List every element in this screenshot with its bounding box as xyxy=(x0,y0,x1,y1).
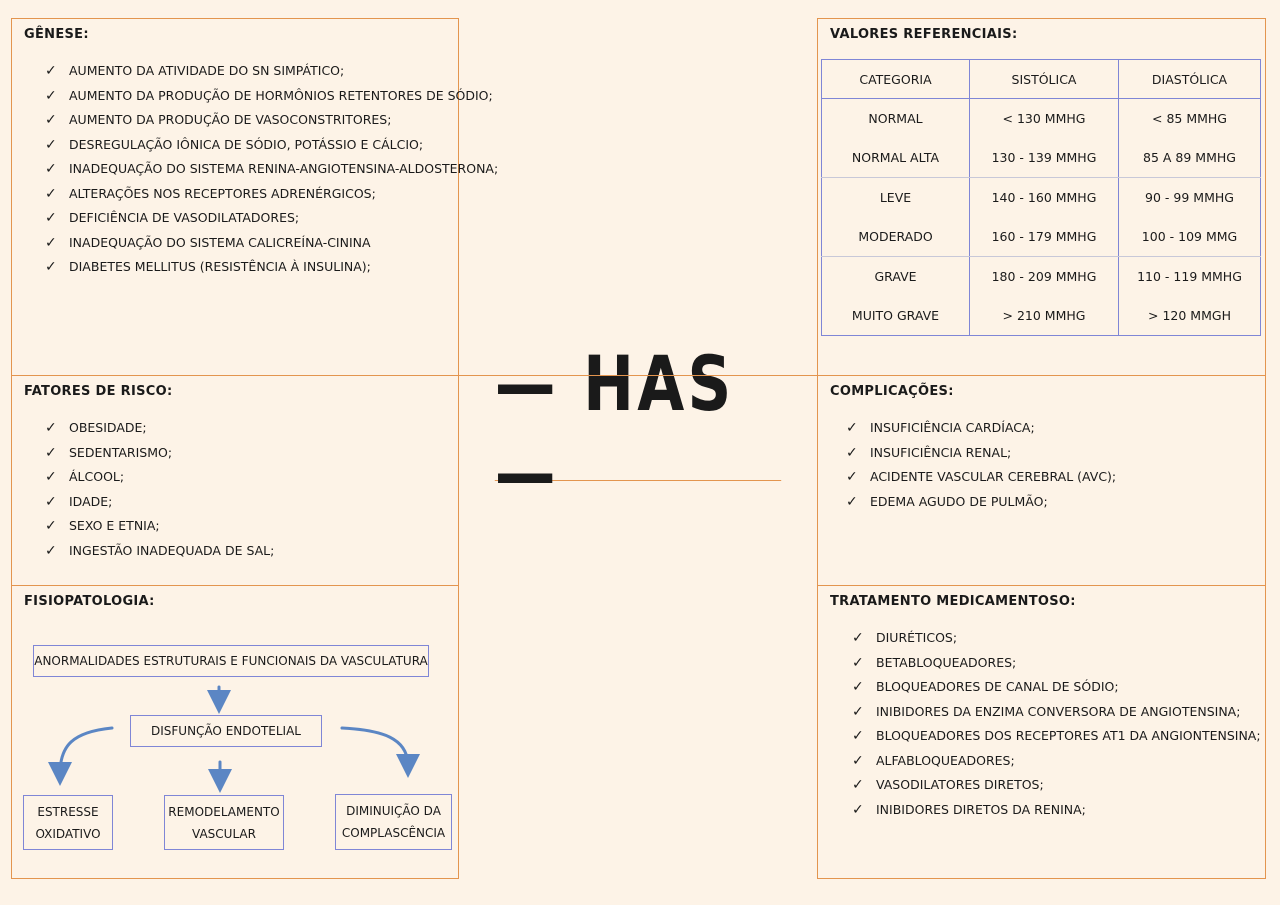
header-sistolica: SISTÓLICA xyxy=(970,60,1119,99)
checkmark-icon: ✓ xyxy=(852,777,864,793)
header-diastolica: DIASTÓLICA xyxy=(1119,60,1261,99)
table-cell: NORMAL xyxy=(822,99,970,139)
fatores-item-label: SEXO E ETNIA; xyxy=(69,518,160,533)
arrow-middle-to-right xyxy=(342,728,408,766)
table-cell: MUITO GRAVE xyxy=(822,296,970,336)
checkmark-icon: ✓ xyxy=(852,728,864,744)
complicacoes-panel xyxy=(817,375,1266,586)
fatores-item-label: ÁLCOOL; xyxy=(69,469,125,484)
table-cell: 130 - 139 MMHG xyxy=(970,138,1119,178)
complicacoes-item xyxy=(846,490,1116,515)
tratamento-item xyxy=(852,626,1261,651)
checkmark-icon: ✓ xyxy=(852,752,864,769)
table-cell: < 85 MMHG xyxy=(1152,111,1227,126)
checkmark-icon: ✓ xyxy=(45,161,57,177)
tratamento-item-label: VASODILATORES DIRETOS; xyxy=(876,777,1044,792)
fisiopatologia-title: FISIOPATOLOGIA: xyxy=(24,594,155,609)
genese-item xyxy=(45,133,498,158)
tratamento-item-label: BLOQUEADORES DOS RECEPTORES AT1 DA ANGIONTENSINA; xyxy=(876,728,1261,743)
table-cell: NORMAL ALTA xyxy=(822,138,970,178)
diagram-box-anormalidades: ANORMALIDADES ESTRUTURAIS E FUNCIONAIS DA VASCULATURA xyxy=(33,645,429,677)
fatores-list xyxy=(45,416,274,563)
genese-list xyxy=(45,59,498,280)
table-cell: 90 - 99 MMHG xyxy=(1145,190,1234,205)
checkmark-icon: ✓ xyxy=(846,493,858,510)
fatores-item xyxy=(45,490,274,515)
checkmark-icon: ✓ xyxy=(852,654,864,671)
tratamento-item-label: BETABLOQUEADORES; xyxy=(876,654,1017,670)
genese-panel xyxy=(11,18,499,376)
complicacoes-item-label: EDEMA AGUDO DE PULMÃO; xyxy=(870,493,1048,509)
tratamento-item xyxy=(852,749,1261,774)
tratamento-item-label: ALFABLOQUEADORES; xyxy=(876,752,1015,768)
checkmark-icon: ✓ xyxy=(846,420,858,436)
fatores-item xyxy=(45,416,274,441)
complicacoes-item xyxy=(846,441,1116,466)
checkmark-icon: ✓ xyxy=(45,493,57,510)
tratamento-item-label: INIBIDORES DA ENZIMA CONVERSORA DE ANGIOTENSINA; xyxy=(876,703,1241,719)
checkmark-icon: ✓ xyxy=(45,63,57,79)
checkmark-icon: ✓ xyxy=(45,185,57,202)
checkmark-icon: ✓ xyxy=(846,444,858,461)
checkmark-icon: ✓ xyxy=(45,87,57,104)
header-categoria: CATEGORIA xyxy=(822,60,970,99)
tratamento-list xyxy=(852,626,1261,822)
genese-item-label: AUMENTO DA PRODUÇÃO DE VASOCONSTRITORES; xyxy=(69,112,392,127)
table-row xyxy=(822,99,1261,139)
genese-item xyxy=(45,157,498,182)
fatores-item xyxy=(45,465,274,490)
table-cell: 100 - 109 MMG xyxy=(1119,217,1261,257)
tratamento-item xyxy=(852,651,1261,676)
table-cell: MODERADO xyxy=(822,217,970,257)
genese-item xyxy=(45,231,498,256)
tratamento-item xyxy=(852,724,1261,749)
genese-item-label: DESREGULAÇÃO IÔNICA DE SÓDIO, POTÁSSIO E CÁLCIO; xyxy=(69,136,424,152)
fatores-item xyxy=(45,441,274,466)
main-title: — HAS — xyxy=(495,376,781,481)
table-cell: 180 - 209 MMHG xyxy=(970,257,1119,297)
checkmark-icon: ✓ xyxy=(45,112,57,128)
checkmark-icon: ✓ xyxy=(45,259,57,275)
table-cell: 85 A 89 MMHG xyxy=(1119,138,1261,178)
table-row xyxy=(822,257,1261,297)
fatores-item-label: IDADE; xyxy=(69,493,113,509)
complicacoes-item-label: ACIDENTE VASCULAR CEREBRAL (AVC); xyxy=(870,469,1117,484)
fatores-item-label: OBESIDADE; xyxy=(69,420,147,435)
complicacoes-item xyxy=(846,465,1116,490)
genese-item-label: ALTERAÇÕES NOS RECEPTORES ADRENÉRGICOS; xyxy=(69,185,376,201)
genese-item xyxy=(45,255,498,280)
table-cell: LEVE xyxy=(822,178,970,218)
genese-item-label: DIABETES MELLITUS (RESISTÊNCIA À INSULINA); xyxy=(69,259,371,274)
arrow-middle-to-left xyxy=(60,728,112,774)
table-header-row xyxy=(822,60,1261,99)
diagram-box-disfuncao: DISFUNÇÃO ENDOTELIAL xyxy=(130,715,322,747)
table-row xyxy=(822,178,1261,218)
checkmark-icon: ✓ xyxy=(45,469,57,485)
tratamento-item xyxy=(852,773,1261,798)
genese-item xyxy=(45,182,498,207)
tratamento-title: TRATAMENTO MEDICAMENTOSO: xyxy=(830,594,1076,609)
diagram-arrows xyxy=(12,586,458,878)
checkmark-icon: ✓ xyxy=(45,210,57,226)
table-cell: GRAVE xyxy=(822,257,970,297)
complicacoes-item-label: INSUFICIÊNCIA RENAL; xyxy=(870,444,1012,460)
checkmark-icon: ✓ xyxy=(45,518,57,534)
valores-panel xyxy=(817,18,1266,376)
tratamento-item xyxy=(852,700,1261,725)
genese-item xyxy=(45,59,498,84)
table-cell: 110 - 119 MMHG xyxy=(1137,269,1242,284)
reference-values-table xyxy=(821,59,1261,336)
table-cell: 160 - 179 MMHG xyxy=(970,217,1119,257)
table-row xyxy=(822,217,1261,257)
checkmark-icon: ✓ xyxy=(45,420,57,436)
fatores-item-label: SEDENTARISMO; xyxy=(69,444,173,460)
center-divider-top xyxy=(459,375,817,376)
complicacoes-item-label: INSUFICIÊNCIA CARDÍACA; xyxy=(870,420,1035,435)
checkmark-icon: ✓ xyxy=(45,234,57,251)
tratamento-item-label: BLOQUEADORES DE CANAL DE SÓDIO; xyxy=(876,679,1119,694)
genese-item-label: AUMENTO DA PRODUÇÃO DE HORMÔNIOS RETENTORES DE SÓDIO; xyxy=(69,87,493,103)
table-cell: > 210 MMHG xyxy=(970,296,1119,336)
diagram-box-complascencia: DIMINUIÇÃO DA COMPLASCÊNCIA xyxy=(335,794,452,850)
checkmark-icon: ✓ xyxy=(852,630,864,646)
checkmark-icon: ✓ xyxy=(846,469,858,485)
table-cell: < 130 MMHG xyxy=(970,99,1119,139)
genese-item xyxy=(45,108,498,133)
fatores-item xyxy=(45,539,274,564)
fatores-title: FATORES DE RISCO: xyxy=(24,384,173,399)
table-row xyxy=(822,296,1261,336)
fatores-panel xyxy=(11,375,459,586)
fatores-item xyxy=(45,514,274,539)
table-cell: > 120 MMGH xyxy=(1148,308,1231,323)
tratamento-item-label: DIURÉTICOS; xyxy=(876,630,958,645)
checkmark-icon: ✓ xyxy=(852,801,864,818)
table-cell: 140 - 160 MMHG xyxy=(970,178,1119,218)
genese-title: GÊNESE: xyxy=(24,27,89,42)
genese-item xyxy=(45,206,498,231)
complicacoes-item xyxy=(846,416,1116,441)
complicacoes-list xyxy=(846,416,1116,514)
checkmark-icon: ✓ xyxy=(45,136,57,153)
genese-item xyxy=(45,84,498,109)
checkmark-icon: ✓ xyxy=(45,542,57,559)
checkmark-icon: ✓ xyxy=(852,679,864,695)
valores-title: VALORES REFERENCIAIS: xyxy=(830,27,1018,42)
tratamento-item xyxy=(852,675,1261,700)
complicacoes-title: COMPLICAÇÕES: xyxy=(830,384,954,399)
genese-item-label: INADEQUAÇÃO DO SISTEMA RENINA-ANGIOTENSINA-ALDOSTERONA; xyxy=(69,161,499,176)
genese-item-label: INADEQUAÇÃO DO SISTEMA CALICREÍNA-CININA xyxy=(69,234,371,250)
checkmark-icon: ✓ xyxy=(852,703,864,720)
genese-item-label: DEFICIÊNCIA DE VASODILATADORES; xyxy=(69,210,300,225)
table-row xyxy=(822,138,1261,178)
checkmark-icon: ✓ xyxy=(45,444,57,461)
diagram-box-estresse: ESTRESSE OXIDATIVO xyxy=(23,795,113,850)
tratamento-panel xyxy=(817,585,1266,879)
fatores-item-label: INGESTÃO INADEQUADA DE SAL; xyxy=(69,542,275,558)
genese-item-label: AUMENTO DA ATIVIDADE DO SN SIMPÁTICO; xyxy=(69,63,345,78)
tratamento-item-label: INIBIDORES DIRETOS DA RENINA; xyxy=(876,801,1086,817)
fisiopatologia-panel xyxy=(11,585,459,879)
diagram-box-remodelamento: REMODELAMENTO VASCULAR xyxy=(164,795,284,850)
tratamento-item xyxy=(852,798,1261,823)
